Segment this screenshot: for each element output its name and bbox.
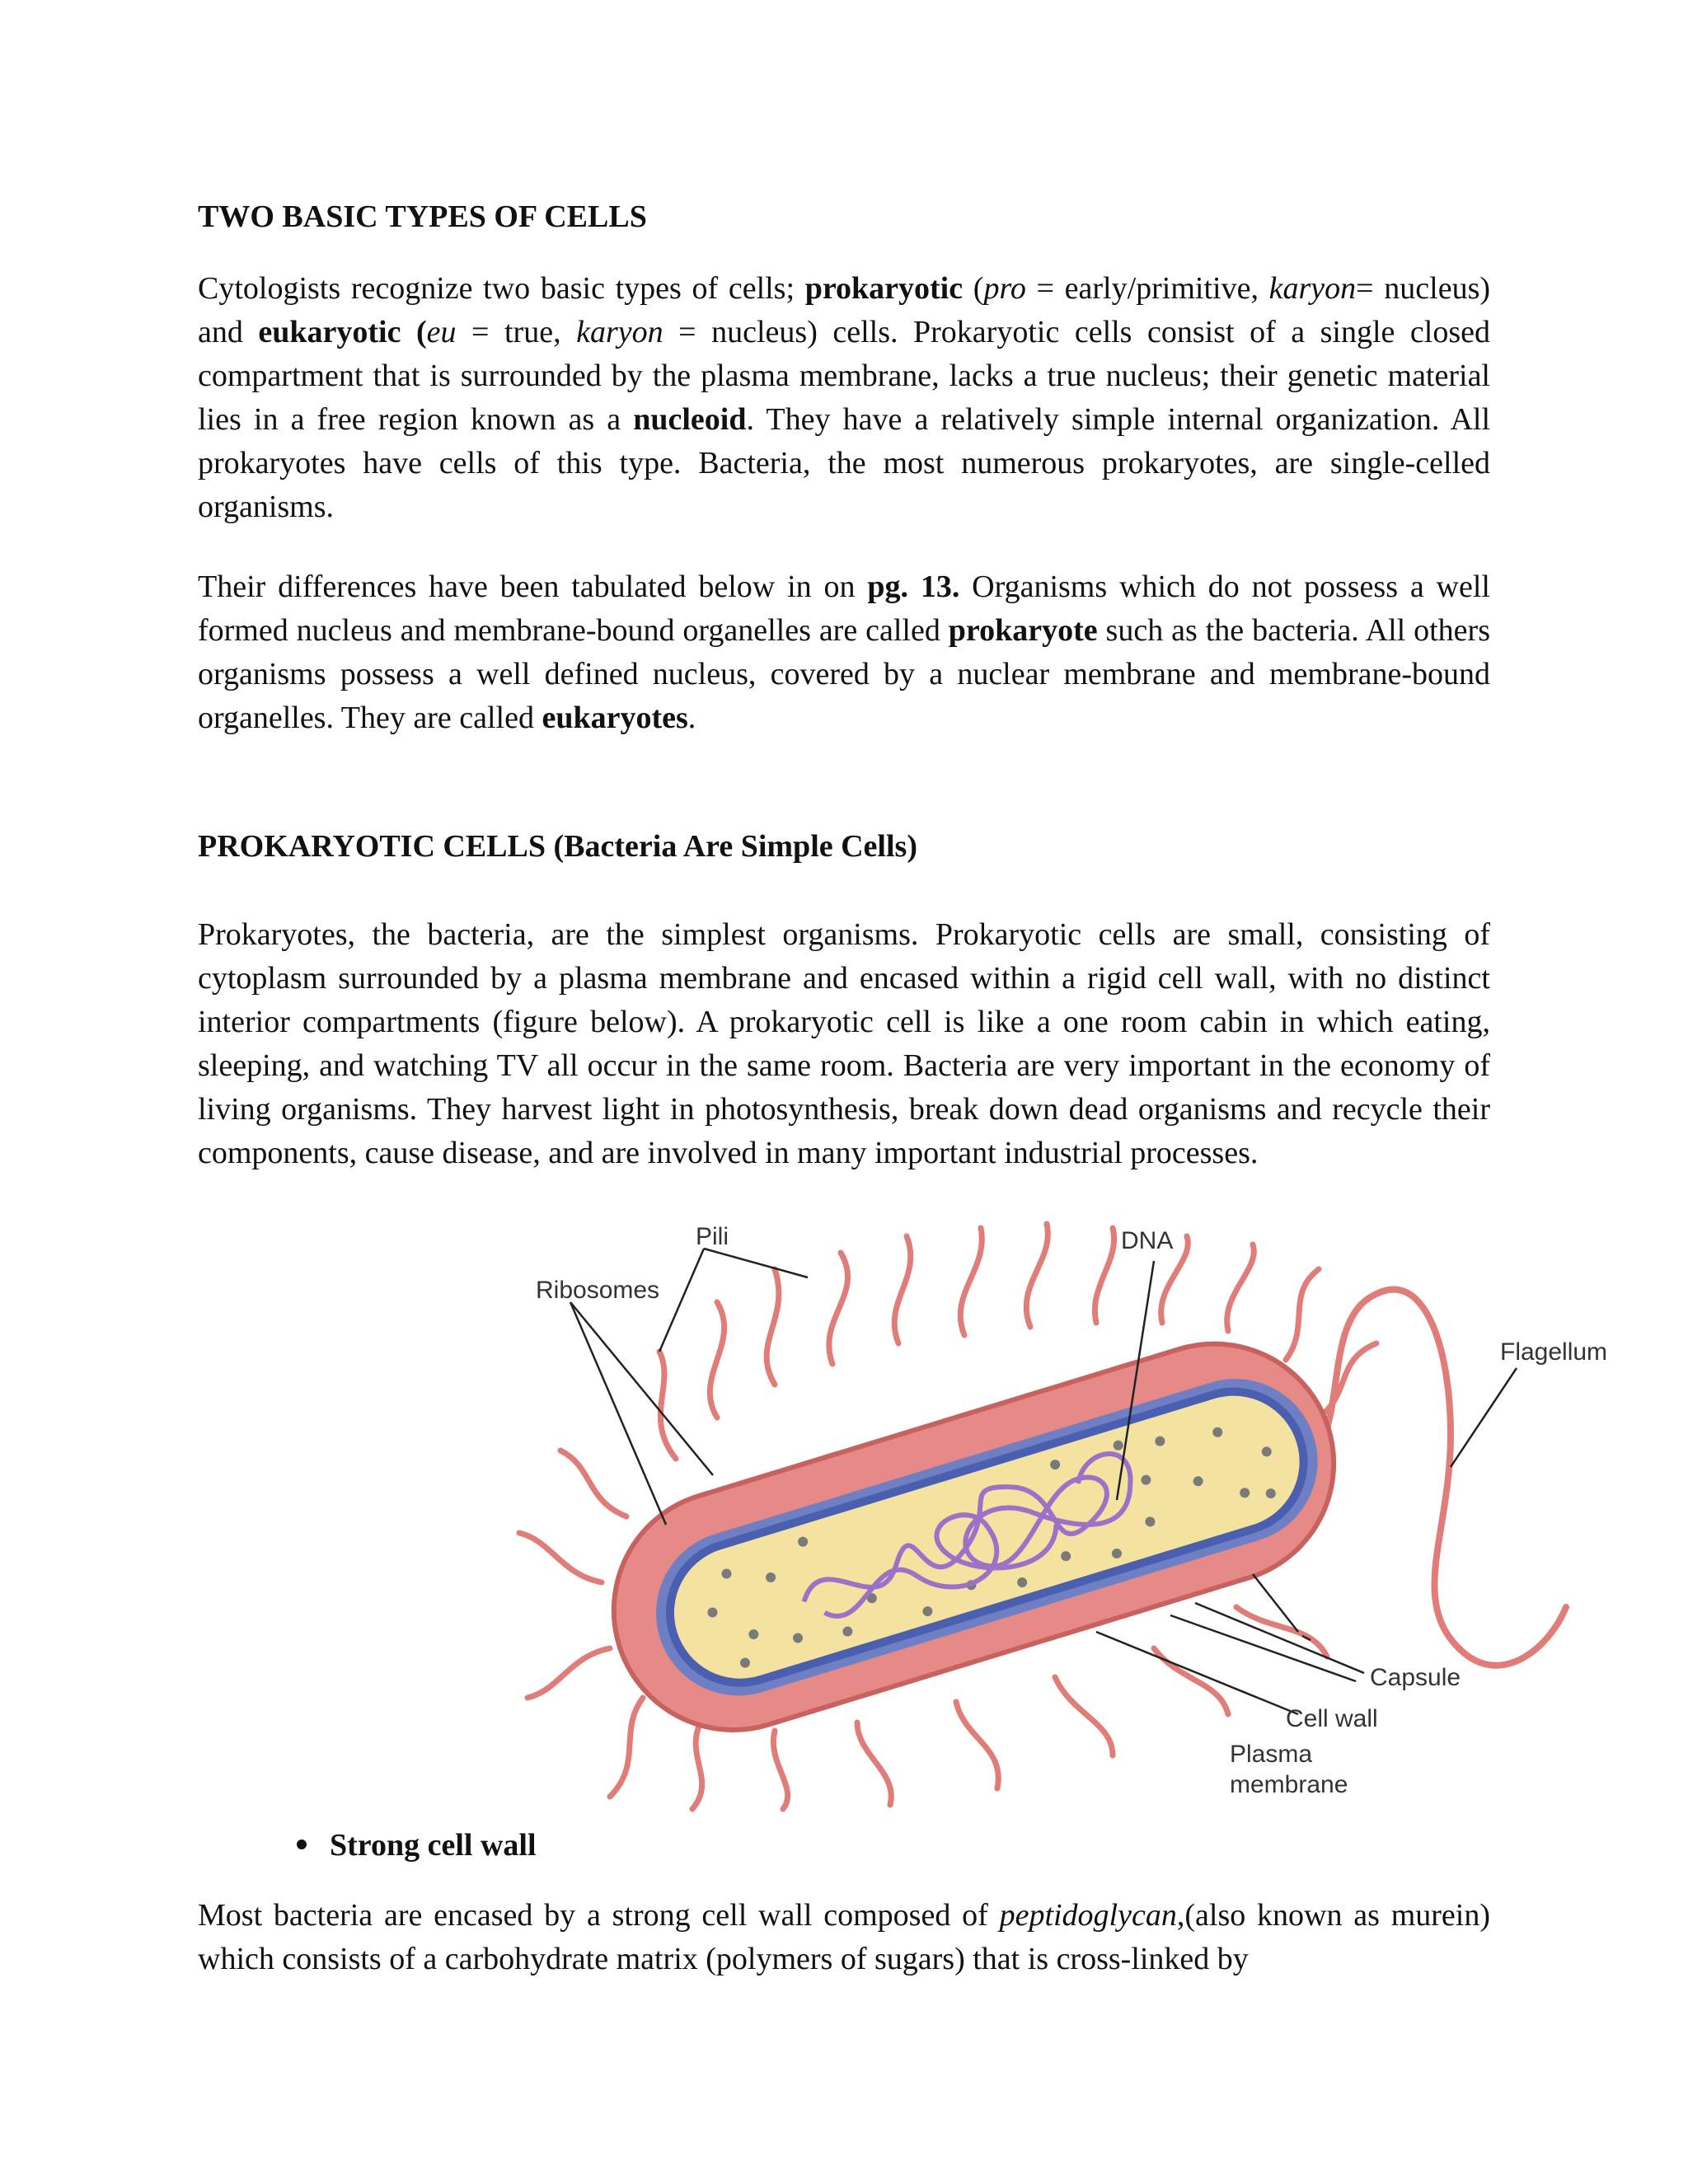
paragraph-prokaryotes: Prokaryotes, the bacteria, are the simplest organisms. Prokaryotic cells are small, consisting of cytoplasm surrounded by a plasma membrane and encased within a rigid cell wall, with no distinct interior compartments (figure below). A prokaryotic cell is like a one room cabin in which eating, sleeping, and watching TV all occur in the same room. Bacteria are very important in the economy of living organisms. They harvest light in photosynthesis, break down dead organisms and recycle their components, cause disease, and are involved in many important industrial processes.: [198, 917, 1490, 1170]
pilus: [1026, 1224, 1048, 1327]
label-ribosomes: Ribosomes: [536, 1277, 660, 1304]
pilus: [767, 1269, 779, 1385]
pilus: [528, 1648, 610, 1698]
text-run: (: [963, 271, 984, 306]
pilus: [692, 1722, 702, 1809]
term-prokaryote: prokaryote: [948, 613, 1098, 648]
text-run: . They have a relatively simple internal organization. All prokaryotes have cells of this type. Bacteria, the most numerous prokaryotes, are single-celled organisms.: [198, 402, 1490, 524]
label-cell-wall: Cell wall: [1286, 1705, 1378, 1732]
text-run: = true,: [456, 315, 577, 349]
text-run: ,(also known as murein) which consists of a carbohydrate matrix (polymers of sugars) that is cross-linked by: [198, 1898, 1490, 1976]
paragraph-cell-wall: [198, 1894, 1490, 1981]
bullet-dot-icon: [297, 1840, 307, 1849]
pilus: [829, 1253, 848, 1364]
pilus: [956, 1702, 998, 1788]
pilus: [1286, 1269, 1319, 1360]
text-run: = nucleus) and: [198, 271, 1491, 349]
pilus: [610, 1698, 643, 1797]
text-run: Cytologists recognize two basic types of cells;: [198, 271, 805, 306]
text-run: .: [687, 701, 696, 735]
pilus: [960, 1228, 982, 1335]
pilus: [1236, 1607, 1327, 1657]
label-dna: DNA: [1121, 1227, 1174, 1254]
text-run: Their differences have been tabulated below in on: [198, 569, 868, 604]
pilus: [1095, 1228, 1114, 1323]
pilus: [560, 1451, 626, 1516]
pilus: [894, 1236, 911, 1343]
pilus: [1055, 1677, 1113, 1755]
text-run: such as the bacteria. All others organisms possess a well defined nucleus, covered by a nuclear membrane and membrane-bound organelles. They are called: [198, 613, 1490, 735]
bacterial-cell-diagram: [330, 1220, 1615, 1813]
pilus: [710, 1302, 724, 1418]
pilus: [857, 1722, 891, 1805]
pilus: [1319, 1343, 1376, 1418]
bullet-strong-cell-wall: [297, 1826, 537, 1864]
label-capsule: Capsule: [1370, 1664, 1461, 1691]
bacterial-cell-svg: [330, 1220, 1615, 1813]
text-run: = early/primitive,: [1025, 271, 1269, 306]
term-nucleoid: nucleoid: [633, 402, 747, 437]
term-eukaryotes: eukaryotes: [542, 701, 688, 735]
text-run: = nucleus) cells. Prokaryotic cells consist of a single closed compartment that is surrounded by the plasma membrane, lacks a true nucleus; their genetic material lies in a free region known as a: [198, 315, 1490, 437]
term-pro: pro: [983, 271, 1026, 306]
section-heading-cell-types: TWO BASIC TYPES OF CELLS: [198, 199, 647, 234]
paragraph-differences: [198, 565, 1490, 740]
page-reference: pg. 13.: [867, 569, 960, 604]
paragraph-cell-types: [198, 267, 1490, 529]
term-peptidoglycan: peptidoglycan: [999, 1898, 1177, 1933]
label-plasma: Plasma: [1230, 1741, 1313, 1768]
pilus: [1227, 1244, 1254, 1331]
section-heading-prokaryotic-cells: PROKARYOTIC CELLS (Bacteria Are Simple Cells): [198, 829, 917, 864]
pilus: [519, 1533, 602, 1582]
label-pili: Pili: [696, 1223, 729, 1250]
term-eukaryotic: eukaryotic (: [258, 315, 427, 349]
label-membrane: membrane: [1230, 1771, 1348, 1798]
bullet-label: Strong cell wall: [330, 1828, 537, 1863]
text-run: Organisms which do not possess a well formed nucleus and membrane-bound organelles are called: [198, 569, 1490, 648]
term-karyon: karyon: [1268, 271, 1357, 306]
term-karyon: karyon: [576, 315, 663, 349]
label-flagellum: Flagellum: [1500, 1338, 1608, 1366]
pilus: [659, 1352, 676, 1459]
term-eu: eu: [426, 315, 457, 349]
term-prokaryotic: prokaryotic: [804, 271, 964, 306]
text-run: Most bacteria are encased by a strong cell wall composed of: [198, 1898, 1000, 1933]
pilus: [773, 1731, 787, 1809]
